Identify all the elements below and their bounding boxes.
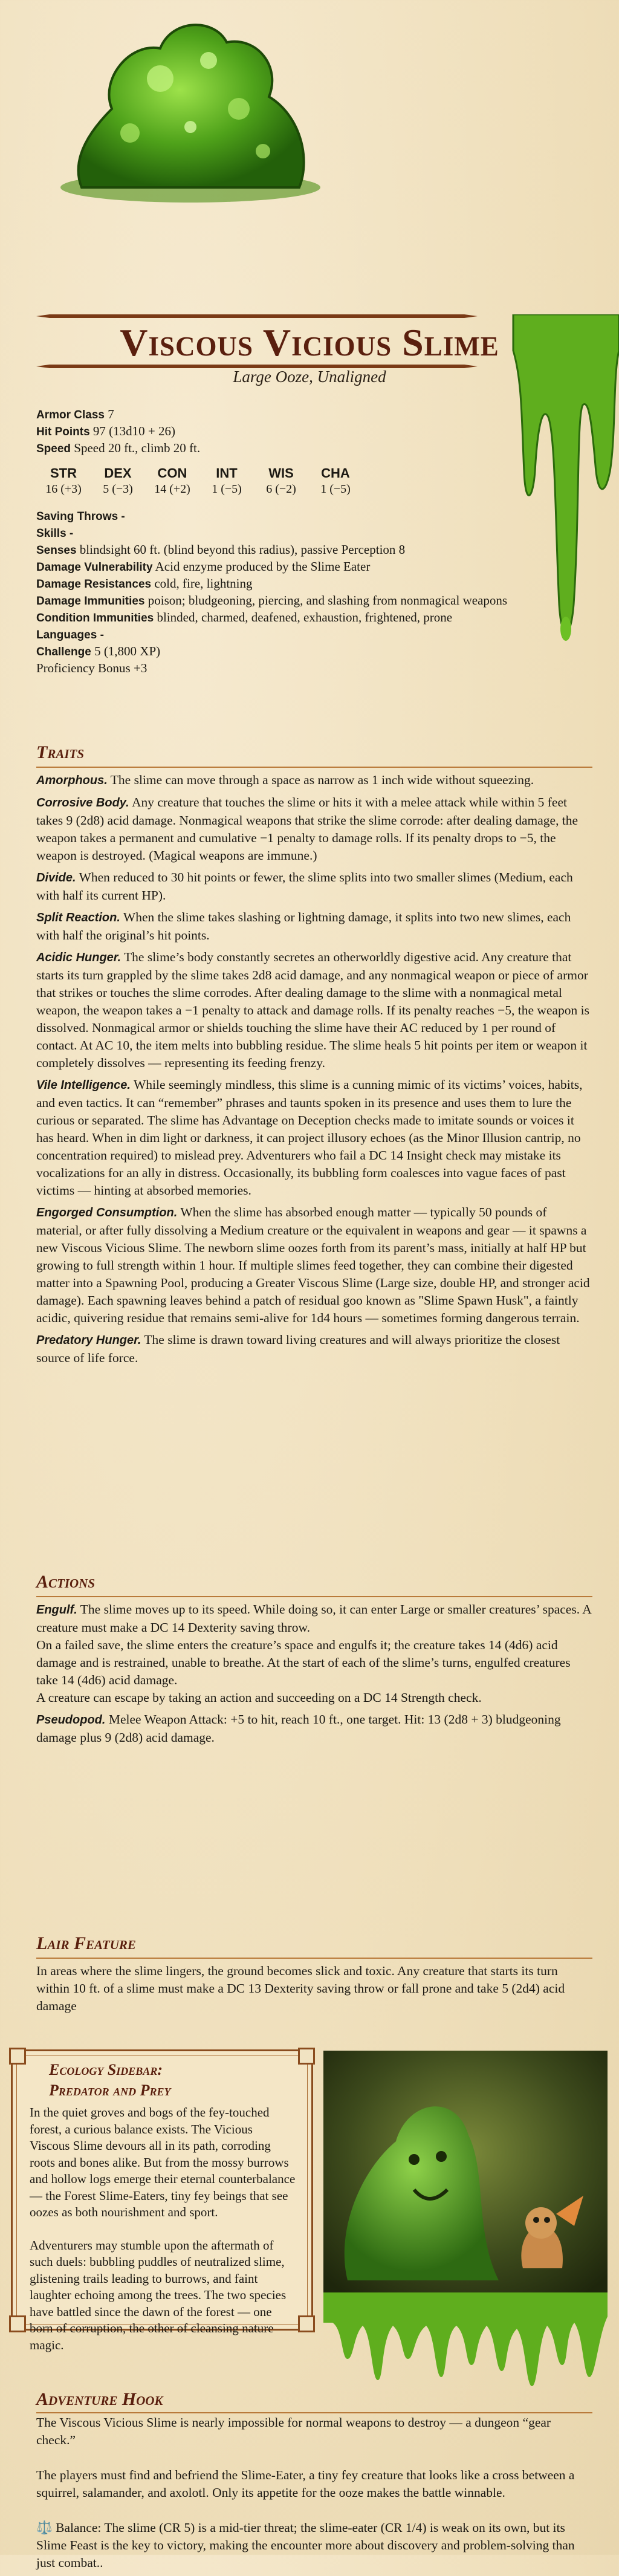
ability-scores: STR 16 (+3) DEX 5 (−3) CON 14 (+2) INT 1 (−5) WIS 6 (−2) CHA 1 (−5): [45, 466, 351, 496]
lair-rule: [36, 1958, 592, 1959]
lair-text: In areas where the slime lingers, the ground becomes slick and toxic. Any creature that starts its turn within 10 ft. of a slime must make a DC 13 Dexterity saving throw or fall prone and take 5 (2d4) acid damage: [36, 1964, 565, 2013]
corner-ornament: [9, 2048, 26, 2065]
sidebar-paragraph-1: In the quiet groves and bogs of the fey-touched forest, a curious balance exists. The Vicious Viscous Slime devours all in its path, corroding roots and bones alike. But from the mossy burrows and hollow logs emerge their eternal counterbalance — the Forest Slime-Eaters, tiny fey beings that see oozes as both nourishment and sport.: [30, 2105, 296, 2219]
actions-list: Engulf. The slime moves up to its speed. While doing so, it can enter Large or smaller creatures’ spaces. A creature must make a DC 14 Dexterity saving throw. On a failed save, the slime enters the creature’s space and engulfs it; the creature takes 14 (4d6) acid damage and is restrained, unable to breathe. At the start of each of the slime’s turns, engulfed creatures take 14 (4d6) acid damage. A creature can escape by taking an action and succeeding on a DC 14 Strength check. Pseudopod. Melee Weapon Attack: +5 to hit, reach 10 ft., one target. Hit: 13 (2d8 + 3) bludgeoning damage plus 9 (2d8) acid damage.: [36, 1602, 591, 1745]
actions-rule: [36, 1596, 592, 1597]
balance-scale-icon: ⚖️: [36, 2520, 53, 2535]
details-block: Saving Throws - Skills - Senses blindsight 60 ft. (blind beyond this radius), passive Perception 8 Damage Vulnerability Acid enzyme produced by the Slime Eater Damage Resistances cold, fire, lightning Damage Immunities poison; bludgeoning, piercing, and slashing from nonmagical weapons Condition Immunities blinded, charmed, deafened, exhaustion, frightened, prone Languages - Challenge 5 (1,800 XP) Proficiency Bonus +3: [36, 510, 508, 675]
trait-amorphous: Amorphous. The slime can move through a space as narrow as 1 inch wide without squeezing.: [36, 773, 534, 787]
trait-divide: Divide. When reduced to 30 hit points or fewer, the slime splits into two smaller slimes (Medium, each with half its current HP).: [36, 870, 573, 903]
trait-engorged-consumption: Engorged Consumption. When the slime has absorbed enough matter — typically 50 pounds of material, or after fully dissolving a Medium creature or the equivalent in weapons and gear — it spawns a new Viscous Vicious Slime. The newborn slime oozes forth from its parent’s mass, initially at half HP but growing to full strength within 1 hour. If multiple slimes feed together, they can combine their digested matter into a Spawning Pool, producing a Greater Viscous Slime (Large size, double HP, and stronger acid damage). Each spawning leaves behind a patch of residual goo known as "Slime Spawn Husk", a faintly acidic, quivering residue that remains semi-alive for 1d4 hours — sometimes forming dangerous terrain.: [36, 1205, 590, 1325]
monster-subtitle: Large Ooze, Unaligned: [233, 368, 386, 386]
slime-illustration: [57, 6, 323, 206]
sidebar-heading: Ecology Sidebar: Predator and Prey: [49, 2061, 171, 2099]
actions-heading: Actions: [36, 1572, 96, 1592]
corner-ornament: [298, 2315, 315, 2332]
trait-vile-intelligence: Vile Intelligence. While seemingly mindless, this slime is a cunning mimic of its victims’ voices, habits, and even tactics. It can “remember” phrases and taunts spoken in its presence and uses them to lure the curious or separated. The slime has Advantage on Deception checks made to imitate sounds or voices it has heard. When in dim light or darkness, it can project illusory echoes (as the Minor Illusion cantrip, no concentration required) to mislead prey. Adventurers who fail a DC 14 Insight check may mistake its vocalizations for an ally in distress. Occasionally, its bubbling form coalesces into vague faces of past victims — hinting at absorbed memories.: [36, 1077, 583, 1198]
sidebar-paragraph-2: Adventurers may stumble upon the aftermath of such duels: bubbling puddles of neutralized slime, glistening trails leading to burrows, and faint laughter echoing among the trees. The two species have battled since the dawn of the forest — one born of corruption, the other of cleansing nature magic.: [30, 2237, 287, 2352]
traits-heading: Traits: [36, 742, 85, 762]
adventure-hook-text: The Viscous Vicious Slime is nearly impossible for normal weapons to destroy — a dungeon “gear check.” The players must find and befriend the Slime-Eater, a tiny fey creature that looks like a cross between a squirrel, salamander, and axolotl. Only its appetite for the ooze makes the battle winnable. ⚖️ Balance: The slime (CR 5) is a mid-tier threat; the slime-eater (CR 1/4) is weak on its own, but its Slime Feast is the key to victory, making the encounter more about discovery and problem-solving than just combat..: [36, 2415, 575, 2570]
adventure-hook-rule: [36, 2412, 592, 2413]
slime-and-slime-eater-painting: [323, 2051, 608, 2386]
corner-ornament: [298, 2048, 315, 2065]
traits-list: [36, 771, 592, 1371]
lair-heading: Lair Feature: [36, 1933, 136, 1953]
monster-title: Viscous Vicious Slime: [120, 321, 499, 364]
trait-predatory-hunger: Predatory Hunger. The slime is drawn toward living creatures and will always prioritize the closest source of life force.: [36, 1332, 560, 1365]
stat-block: Armor Class 7 Hit Points 97 (13d10 + 26) Speed Speed 20 ft., climb 20 ft. STR 16 (+3) DEX 5 (−3) CON 14 (+2) INT 1 (−5) WIS 6 (−2) CHA 1 (−5) Saving Throws - Skills - Senses blindsight 60 ft. (blind beyond this radius), passive Perception 8 Damage Vulnerability Acid enzyme produced by the Slime Eater Damage Resistances cold, fire, lightning Damage Immunities poison; bludgeoning, piercing, and slashing from nonmagical weapons Condition Immunities blinded, charmed, deafened, exhaustion, frightened, prone Languages - Challenge 5 (1,800 XP) Proficiency Bonus +3: [36, 406, 592, 676]
corner-ornament: [9, 2315, 26, 2332]
adventure-hook-heading: Adventure Hook: [36, 2389, 163, 2409]
title-rule-top: [36, 314, 478, 318]
ecology-sidebar: [11, 2049, 313, 2352]
traits-rule: [36, 767, 592, 768]
trait-split-reaction: Split Reaction. When the slime takes slashing or lightning damage, it splits into two new slimes, each with half the original’s hit points.: [36, 910, 571, 942]
trait-acidic-hunger: Acidic Hunger. The slime’s body constantly secretes an otherworldly digestive acid. Any creature that starts its turn grappled by the slime takes 2d8 acid damage, and any nonmagical weapon or piece of armor that strikes or touches the slime corrodes. After dealing damage to the slime with a nonmagical metal weapon, the weapon takes a −1 penalty to attack and damage rolls. If its penalty reaches −5, the weapon is dissolved. Nonmagical armor or shields touching the slime have their AC reduced by 1 per round of contact. At AC 10, the item melts into bubbling residue. The slime heals 5 hit points per item or weapon it completely dissolves — representing its feeding frenzy.: [36, 950, 589, 1070]
trait-corrosive-body: Corrosive Body. Any creature that touches the slime or hits it with a melee attack while within 5 feet takes 9 (2d8) acid damage. Nonmagical weapons that strike the slime corrode: after dealing damage, the weapon takes a permanent and cumulative −1 penalty to damage rolls. If its penalty drops to −5, the weapon is destroyed. (Magical weapons are immune.): [36, 795, 578, 863]
